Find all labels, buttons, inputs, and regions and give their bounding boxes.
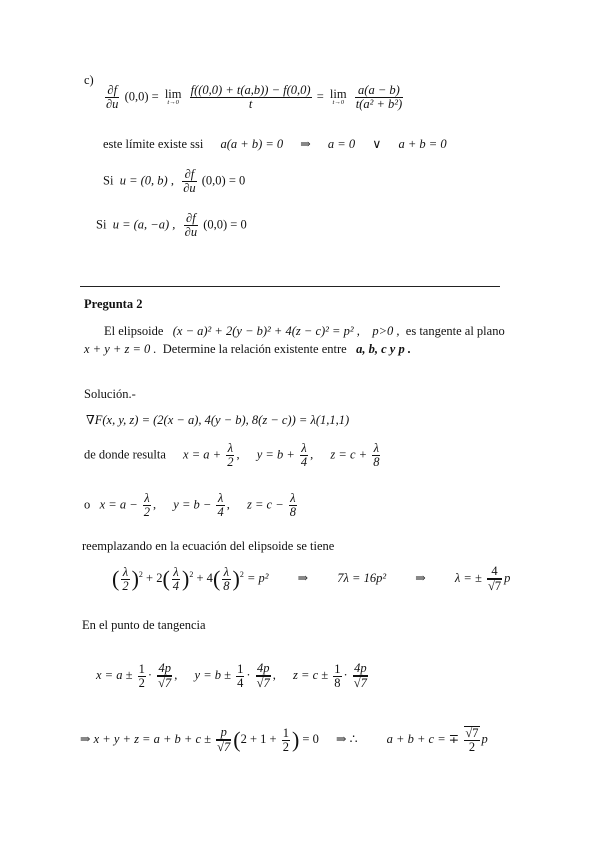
def-lhs: (0,0) = <box>124 89 159 104</box>
part-c-label: c) <box>84 73 94 87</box>
ellipsoid-substitution: ( $\frac{\lambda}{2}$ )$^2$ + 2( $\frac{\lambda}{4}$ )$^2$ + 4( $\frac{\lambda}{8}$ )$^2$ = p² ⇒ 7λ = 16p² ⇒ λ = ± $\frac{4}{√7}$ p <box>112 564 511 594</box>
section-divider <box>80 286 500 287</box>
directional-derivative-definition: $\frac{\partial f}{\partial u}$ (0,0) = lim t→0 $\frac{f((0,0) + t(a,b)) - f(0,0)}{t}$ = lim t→0 $\frac{a(a - b)}{\text{t(a² + b²)}}$ <box>106 83 403 112</box>
resulta-line: de donde resulta x = a + $\frac{\lambda}{2}$ , y = b + $\frac{\lambda}{4}$ , z = c + $\frac{\lambda}{8}$ <box>84 441 380 470</box>
final-result-line: ⇒ x + y + z = a + b + c ± $\frac{p}{√7}$ (2 + 1 + $\frac{1}{2}$ ) = 0 ⇒ ∴ a + b + c = ∓ $\frac{√7}{2}$ p <box>80 725 488 755</box>
problem-statement-line2: x + y + z = 0 . Determine la relación existente entre a, b, c y p . <box>84 342 411 356</box>
punto-tangencia-label: En el punto de tangencia <box>82 618 206 632</box>
solucion-title: Solución.- <box>84 387 136 401</box>
tangency-point-coords: x = a ± $\frac{1}{2}$ · $\frac{4p}{√7}$ , y = b ± $\frac{1}{4}$ · $\frac{4p}{√7}$ , z = c ± $\frac{1}{8}$ · $\frac{4p}{√7}$ <box>96 661 367 691</box>
reemplazando-line: reemplazando en la ecuación del elipsoide se tiene <box>82 539 335 553</box>
limit-exists-line: este límite existe ssi a(a + b) = 0 ⇒ a = 0 ∨ a + b = 0 <box>103 137 447 151</box>
si-case-2: Si u = (a, −a) , $\frac{\partial f}{\partial u}$ (0,0) = 0 <box>96 211 247 240</box>
gradient-equation: ∇F(x, y, z) = (2(x − a), 4(y − b), 8(z − c)) = λ(1,1,1) <box>86 413 350 427</box>
si-case-1: Si u = (0, b) , $\frac{\partial f}{\partial u}$ (0,0) = 0 <box>103 167 246 196</box>
alternative-line: o x = a − $\frac{\lambda}{2}$ , y = b − $\frac{\lambda}{4}$ , z = c − $\frac{\lambda}{8}$ <box>84 491 297 520</box>
problem-statement-line1: El elipsoide (x − a)² + 2(y − b)² + 4(z − c)² = p² , p>0 , es tangente al plano <box>104 324 505 338</box>
pregunta-title: Pregunta 2 <box>84 297 143 311</box>
